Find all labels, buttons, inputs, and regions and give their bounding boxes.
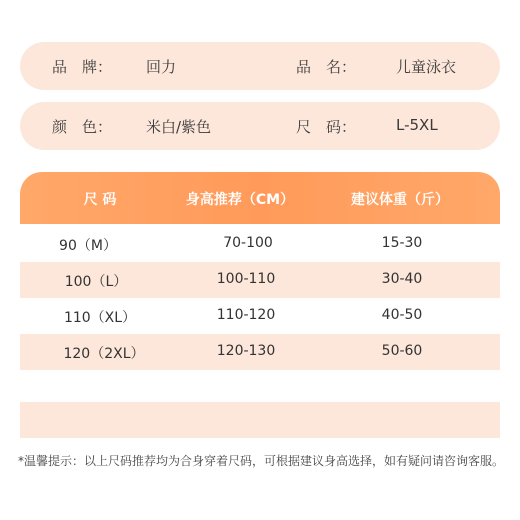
cell-size: 120（2XL） — [63, 346, 145, 362]
cell-weight: 15-30 — [381, 235, 423, 251]
cell-size: 100（L） — [64, 274, 128, 290]
product-name-label: 品 名： — [296, 58, 357, 76]
cell-weight: 50-60 — [381, 343, 423, 359]
header-weight: 建议体重（斤） — [351, 192, 449, 208]
size-value: L-5XL — [396, 116, 438, 134]
header-height: 身高推荐（CM） — [185, 192, 295, 208]
cell-size: 90（M） — [59, 238, 117, 254]
brand-value: 回力 — [146, 58, 177, 76]
cell-weight: 40-50 — [381, 307, 423, 323]
info-row-brand-name — [20, 42, 500, 90]
product-name-value: 儿童泳衣 — [396, 58, 457, 76]
color-value: 米白/紫色 — [146, 118, 212, 136]
table-header — [20, 172, 500, 224]
size-chart-table — [20, 172, 500, 480]
table-row — [20, 298, 500, 334]
cell-size: 110（XL） — [63, 310, 137, 326]
table-row — [20, 262, 500, 298]
table-row — [20, 226, 500, 262]
cell-height: 110-120 — [216, 307, 276, 323]
cell-height: 120-130 — [216, 343, 276, 359]
table-row-empty — [20, 402, 500, 438]
table-row-empty — [20, 370, 500, 406]
header-size: 尺 码 — [83, 192, 117, 208]
cell-height: 100-110 — [216, 271, 276, 287]
table-row — [20, 334, 500, 370]
cell-weight: 30-40 — [381, 271, 423, 287]
tip-note: *温馨提示：以上尺码推荐均为合身穿着尺码，可根据建议身高选择，如有疑问请咨询客服。 — [18, 454, 505, 468]
cell-height: 70-100 — [223, 235, 273, 251]
size-label: 尺 码： — [296, 118, 357, 136]
info-row-color-size — [20, 102, 500, 150]
brand-label: 品 牌： — [52, 58, 113, 76]
color-label: 颜 色： — [52, 118, 113, 136]
